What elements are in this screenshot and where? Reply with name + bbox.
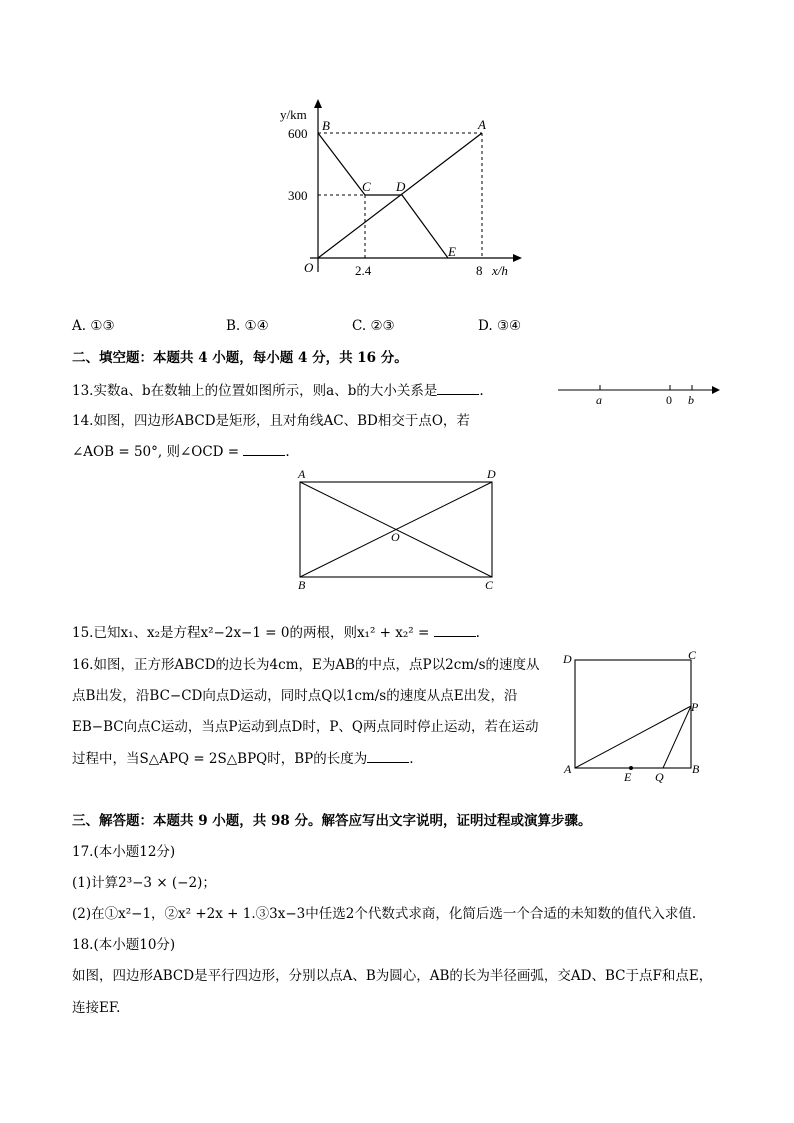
distance-time-graph: [270, 92, 530, 287]
vertex-D: D: [563, 652, 572, 666]
q14-blank[interactable]: [243, 443, 285, 456]
segment-AP: [575, 706, 691, 768]
origin-label: O: [304, 260, 314, 275]
q16-line4-text: 过程中，当S△APQ = 2S△BPQ时，BP的长度为: [72, 751, 368, 767]
x-axis-label: x/h: [492, 263, 508, 278]
point-B-label: B: [322, 118, 330, 133]
q15-text: [72, 624, 480, 642]
option-d[interactable]: [478, 318, 521, 334]
q14-line2-text: ∠AOB = 50°, 则∠OCD =: [72, 444, 240, 460]
y-axis-label: y/km: [280, 107, 307, 122]
option-a[interactable]: [72, 318, 115, 334]
point-C-label: C: [362, 179, 371, 194]
center-O: O: [391, 530, 400, 544]
q16-blank[interactable]: [367, 750, 409, 763]
vertex-A: A: [564, 762, 572, 776]
segment-QP: [663, 706, 691, 768]
option-b-text: ①④: [244, 318, 269, 334]
q15-end: .: [475, 625, 480, 641]
q16-line1: 16.如图，正方形ABCD的边长为4cm，E为AB的中点，点P以2cm/s的速度从: [72, 657, 540, 673]
vertex-C: C: [485, 578, 494, 592]
y-tick-300: 300: [288, 188, 308, 203]
number-line-arrow: [712, 386, 720, 394]
vertex-D: D: [487, 467, 496, 481]
q16-end: .: [409, 751, 414, 767]
q14-line1: 14.如图，四边形ABCD是矩形，且对角线AC、BD相交于点O，若: [72, 413, 470, 429]
q15-body: 15.已知x₁、x₂是方程x²−2x−1 = 0的两根，则x₁² + x₂² =: [72, 625, 430, 641]
x-axis-arrow: [513, 254, 522, 262]
point-E-label: E: [448, 244, 456, 259]
q16-line3: EB−BC向点C运动，当点P运动到点D时，P、Q两点同时停止运动，若在运动: [72, 719, 539, 735]
q16-line2: 点B出发，沿BC−CD向点D运动，同时点Q以1cm/s的速度从点E出发，沿: [72, 688, 518, 704]
section2-heading: 二、填空题：本题共 4 小题，每小题 4 分，共 16 分。: [72, 350, 408, 366]
option-b-letter: B.: [226, 318, 241, 334]
vertex-A: A: [298, 467, 306, 481]
point-E-label: E: [624, 770, 632, 784]
q18-line2: 连接EF.: [72, 1000, 121, 1016]
q18-line1: 如图，四边形ABCD是平行四边形，分别以点A、B为圆心，AB的长为半径画弧，交AD、BC于点F和点E，: [72, 968, 713, 984]
option-b[interactable]: [226, 318, 269, 334]
q13-number-line: [556, 380, 726, 410]
q13-body: 13.实数a、b在数轴上的位置如图所示，则a、b的大小关系是: [72, 383, 438, 399]
q14-line2: [72, 443, 290, 461]
point-P-label: P: [691, 700, 699, 714]
q14-end: .: [285, 444, 290, 460]
q17-title: 17.(本小题12分): [72, 844, 176, 860]
q13-end: .: [479, 383, 484, 399]
q17-part1: (1)计算2³−3 × (−2)；: [72, 875, 216, 891]
y-tick-600: 600: [288, 126, 308, 141]
point-D-label: D: [396, 179, 406, 194]
x-tick-8: 8: [476, 263, 483, 278]
x-tick-2.4: 2.4: [355, 263, 372, 278]
option-c-letter: C.: [352, 318, 367, 334]
point-Q-label: Q: [655, 770, 664, 784]
q18-title: 18.(本小题10分): [72, 937, 176, 953]
square-ABCD: [575, 660, 691, 768]
q13-blank[interactable]: [437, 382, 479, 395]
option-a-text: ①③: [90, 318, 115, 334]
option-a-letter: A.: [72, 318, 87, 334]
y-axis-arrow: [314, 99, 322, 108]
vertex-B: B: [298, 578, 306, 592]
q13-text: [72, 382, 484, 400]
label-b: b: [688, 393, 694, 407]
option-d-letter: D.: [478, 318, 493, 334]
label-zero: 0: [666, 393, 672, 407]
option-d-text: ③④: [496, 318, 522, 334]
option-c-text: ②③: [370, 318, 395, 334]
q16-square-figure: [560, 648, 710, 786]
q16-line4: [72, 750, 414, 768]
section3-heading: 三、解答题：本题共 9 小题，共 98 分。解答应写出文字说明，证明过程或演算步骤。: [72, 813, 592, 829]
vertex-C: C: [688, 648, 697, 662]
option-c[interactable]: [352, 318, 395, 334]
vertex-B: B: [692, 762, 700, 776]
label-a: a: [596, 393, 602, 407]
q17-part2: (2)在①x²−1，②x² +2x + 1.③3x−3中任选2个代数式求商，化简后选一个合适的未知数的值代入求值.: [72, 906, 697, 922]
q14-rectangle-figure: [290, 465, 505, 593]
q15-blank[interactable]: [434, 624, 476, 637]
point-A-label: A: [478, 117, 486, 132]
